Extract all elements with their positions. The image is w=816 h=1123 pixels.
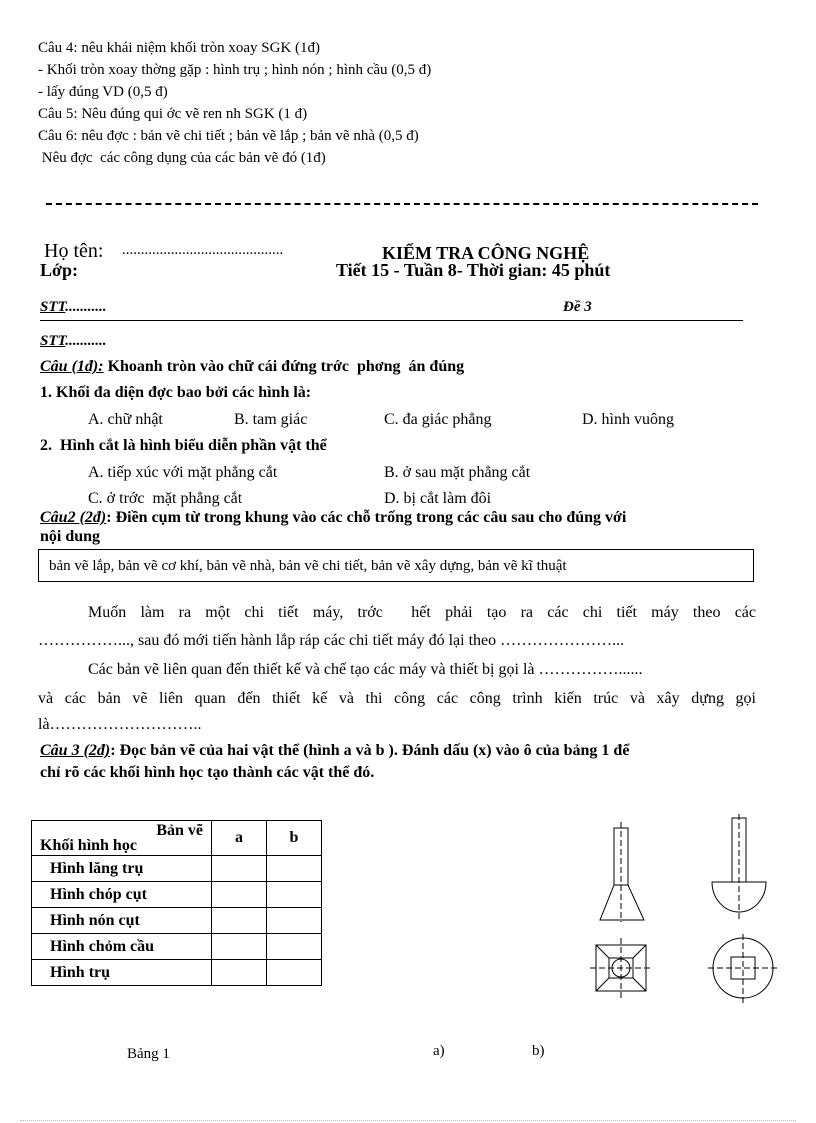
- answer-cell-a[interactable]: [212, 882, 267, 908]
- table-col-b: b: [267, 821, 322, 856]
- table-row-label: Hình trụ: [32, 960, 212, 986]
- q2-paragraph-2-line-2: và các bản vẽ liên quan đến thiết kế và thi công các công trình kiến trúc và xây dựng gọi: [38, 690, 756, 707]
- exam-subtitle: Tiết 15 - Tuần 8- Thời gian: 45 phút: [336, 260, 611, 280]
- q1-heading: Câu (1đ): Khoanh tròn vào chữ cái đứng trớc phơng án đúng: [40, 358, 465, 375]
- q1-item1-option-c[interactable]: C. đa giác phẳng: [384, 411, 492, 428]
- exam-code: Đề 3: [563, 299, 592, 315]
- class-label: Lớp:: [40, 260, 78, 280]
- table-header-row: [32, 821, 322, 856]
- q1-item2-option-b[interactable]: B. ở sau mặt phẳng cắt: [384, 464, 531, 481]
- word-bank-text: bản vẽ lắp, bản vẽ cơ khí, bản vẽ nhà, bản vẽ chi tiết, bản vẽ xây dựng, bản vẽ kĩ thuật: [49, 558, 567, 574]
- q1-item1-option-b[interactable]: B. tam giác: [234, 411, 308, 428]
- table-row: [32, 856, 322, 882]
- q2-heading: Câu2 (2đ): Điền cụm từ trong khung vào các chỗ trống trong các câu sau cho đúng với: [40, 509, 627, 526]
- q3-heading: Câu 3 (2đ): Đọc bản vẽ của hai vật thể (hình a và b ). Đánh dấu (x) vào ô của bảng 1 để: [40, 742, 630, 759]
- q1-item2-option-c[interactable]: C. ở trớc mặt phẳng cắt: [88, 490, 243, 507]
- table-corner-cell: [32, 821, 212, 856]
- table-row-label: Hình chỏm cầu: [32, 934, 212, 960]
- drawing-a: [590, 822, 652, 998]
- answer-cell-b[interactable]: [267, 882, 322, 908]
- answer-cell-a[interactable]: [212, 856, 267, 882]
- q1-item1-option-d[interactable]: D. hình vuông: [582, 411, 674, 428]
- figure-caption-b: b): [532, 1043, 545, 1059]
- answer-cell-b[interactable]: [267, 908, 322, 934]
- table-row: [32, 882, 322, 908]
- table-row-label: Hình lăng trụ: [32, 856, 212, 882]
- figure-caption-a: a): [433, 1043, 445, 1059]
- word-bank-box: [38, 549, 754, 582]
- answer-key-line-5: Câu 6: nêu đợc : bản vẽ chi tiết ; bản vẽ lắp ; bản vẽ nhà (0,5 đ): [38, 128, 419, 144]
- table-row: [32, 934, 322, 960]
- drawing-b: [708, 814, 778, 1004]
- q2-paragraph-2-line-1[interactable]: Các bản vẽ liên quan đến thiết kế và chế tạo các máy và thiết bị gọi là ……………......: [88, 661, 643, 678]
- dashed-separator: [46, 203, 758, 205]
- table-header-top: Bản vẽ: [156, 822, 203, 839]
- table-row: [32, 908, 322, 934]
- answer-cell-a[interactable]: [212, 908, 267, 934]
- table-caption: Bảng 1: [127, 1046, 170, 1062]
- answer-key-line-1: Câu 4: nêu khái niệm khối tròn xoay SGK (1đ): [38, 40, 321, 56]
- answer-key-line-6: Nêu đợc các công dụng của các bản vẽ đó (1đ): [38, 150, 326, 166]
- answer-cell-b[interactable]: [267, 856, 322, 882]
- table-row-label: Hình nón cụt: [32, 908, 212, 934]
- q2-paragraph-1-line-2[interactable]: ……………..., sau đó mới tiến hành lắp ráp các chi tiết máy đó lại theo …………………...: [38, 632, 625, 649]
- answer-cell-a[interactable]: [212, 934, 267, 960]
- q1-item2-stem: 2. Hình cắt là hình biểu diễn phần vật thể: [40, 437, 327, 454]
- technical-drawings: [590, 812, 790, 1012]
- exam-title: KIỂM TRA CÔNG NGHỆ: [382, 243, 590, 263]
- header-rule: [40, 320, 743, 321]
- name-dots: ...........................................: [122, 242, 284, 258]
- answer-cell-b[interactable]: [267, 960, 322, 986]
- q1-item1-option-a[interactable]: A. chữ nhật: [88, 411, 163, 428]
- q3-heading-cont: chỉ rõ các khối hình học tạo thành các vật thể đó.: [40, 764, 375, 781]
- stt-field-2: STT...........: [40, 333, 107, 349]
- answer-key-line-4: Câu 5: Nêu đúng qui ớc vẽ ren nh SGK (1 đ): [38, 106, 308, 122]
- q2-heading-cont: nội dung: [40, 528, 101, 545]
- stt-field: STT...........: [40, 299, 107, 315]
- answer-key-line-3: - lấy đúng VD (0,5 đ): [38, 84, 168, 100]
- answer-key-line-2: - Khối tròn xoay thờng gặp : hình trụ ; hình nón ; hình cầu (0,5 đ): [38, 62, 432, 78]
- answer-cell-a[interactable]: [212, 960, 267, 986]
- q2-paragraph-1-line-1: Muốn làm ra một chi tiết máy, trớc hết phải tạo ra các chi tiết máy theo các: [88, 604, 756, 621]
- shapes-table: [31, 820, 322, 986]
- table-header-bottom: Khối hình học: [40, 837, 137, 854]
- q2-paragraph-2-line-3[interactable]: là………………………..: [38, 716, 202, 733]
- page-bottom-border: [20, 1120, 796, 1121]
- q1-item2-option-a[interactable]: A. tiếp xúc với mặt phẳng cắt: [88, 464, 278, 481]
- q1-item1-stem: 1. Khối đa diện đợc bao bởi các hình là:: [40, 384, 312, 401]
- table-row: [32, 960, 322, 986]
- table-row-label: Hình chóp cụt: [32, 882, 212, 908]
- name-label: Họ tên:: [44, 240, 104, 262]
- q1-item2-option-d[interactable]: D. bị cắt làm đôi: [384, 490, 492, 507]
- answer-cell-b[interactable]: [267, 934, 322, 960]
- table-col-a: a: [212, 821, 267, 856]
